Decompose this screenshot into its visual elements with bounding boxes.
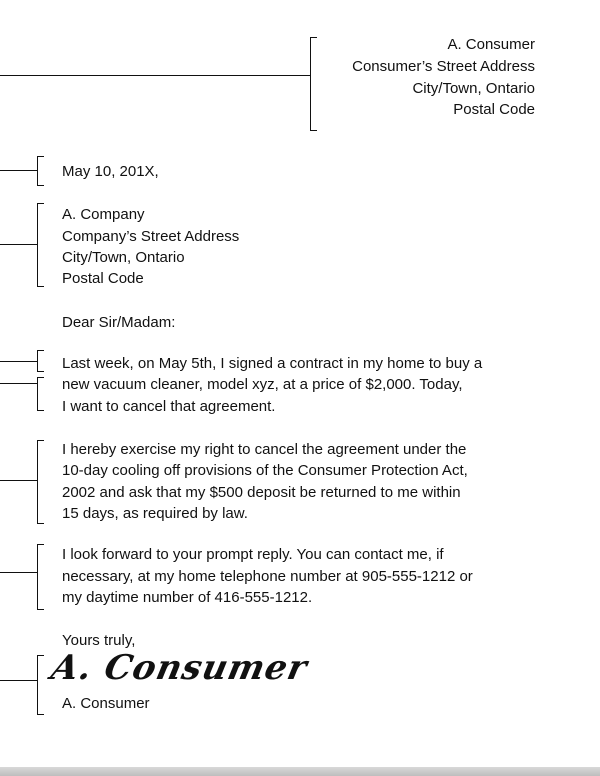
sender-postal: Postal Code bbox=[453, 101, 535, 118]
recipient-street: Company’s Street Address bbox=[62, 228, 240, 245]
recipient-leader-line bbox=[0, 244, 37, 245]
paragraph1-line: new vacuum cleaner, model xyz, at a price of $2,000. Today, bbox=[62, 376, 463, 393]
salutation: Dear Sir/Madam: bbox=[62, 314, 176, 331]
recipient-name: A. Company bbox=[62, 206, 145, 223]
paragraph3-line: my daytime number of 416-555-1212. bbox=[62, 589, 313, 606]
recipient-postal: Postal Code bbox=[62, 270, 144, 287]
sender-bracket bbox=[310, 37, 317, 131]
paragraph2-line: 15 days, as required by law. bbox=[62, 505, 248, 522]
paragraph2-line: 10-day cooling off provisions of the Consumer Protection Act, bbox=[62, 462, 468, 479]
paragraph2-line: 2002 and ask that my $500 deposit be returned to me within bbox=[62, 484, 461, 501]
date-leader-line bbox=[0, 170, 37, 171]
recipient-bracket bbox=[37, 203, 44, 287]
page-edge-shadow bbox=[0, 767, 600, 776]
sender-name: A. Consumer bbox=[447, 36, 535, 53]
paragraph3-line: I look forward to your prompt reply. You can contact me, if bbox=[62, 546, 444, 563]
handwritten-signature: A. Consumer bbox=[47, 648, 312, 688]
paragraph2-leader-line bbox=[0, 480, 37, 481]
sender-city: City/Town, Ontario bbox=[412, 80, 535, 97]
paragraph3-bracket bbox=[37, 544, 44, 610]
paragraph3-line: necessary, at my home telephone number at 905-555-1212 or bbox=[62, 568, 473, 585]
paragraph1-bracket-bottom bbox=[37, 377, 44, 411]
signed-name: A. Consumer bbox=[62, 695, 150, 712]
paragraph2-bracket bbox=[37, 440, 44, 524]
signature-bracket bbox=[37, 655, 44, 715]
signature-leader-line bbox=[0, 680, 37, 681]
paragraph1-leader-line-1 bbox=[0, 361, 37, 362]
recipient-city: City/Town, Ontario bbox=[62, 249, 185, 266]
paragraph1-bracket-top bbox=[37, 350, 44, 372]
paragraph1-line: I want to cancel that agreement. bbox=[62, 398, 276, 415]
sender-leader-line bbox=[0, 75, 310, 76]
sender-street: Consumer’s Street Address bbox=[352, 58, 535, 75]
date-bracket bbox=[37, 156, 44, 186]
paragraph1-leader-line-2 bbox=[0, 383, 37, 384]
paragraph3-leader-line bbox=[0, 572, 37, 573]
paragraph1-line: Last week, on May 5th, I signed a contract in my home to buy a bbox=[62, 355, 483, 372]
closing: Yours truly, bbox=[62, 632, 136, 649]
paragraph2-line: I hereby exercise my right to cancel the agreement under the bbox=[62, 441, 467, 458]
letter-date: May 10, 201X, bbox=[62, 163, 159, 180]
